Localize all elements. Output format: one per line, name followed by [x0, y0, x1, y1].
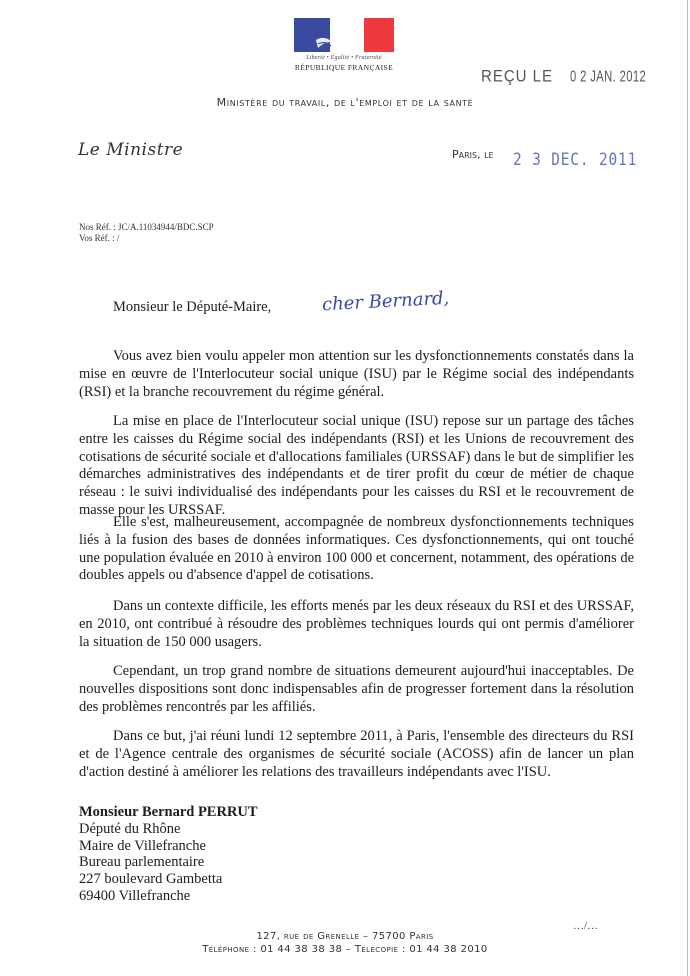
body-paragraph: La mise en place de l'Interlocuteur social unique (ISU) repose sur un partage des tâches entre les caisses du Régime social des indépendants (RSI) et les Unions de recouvrement des cotisations de sécurité sociale et d'allocations familiales (URSSAF) dans le but de simplifier les démarches administratives des indépendants et de tirer profit du cœur de métier de chaque réseau : le suivi individualisé des indépendants pour les caisses du RSI et le recouvrement de masse pour les URSSAF.	[79, 413, 634, 518]
scan-edge-line	[687, 0, 688, 976]
republic-name: RÉPUBLIQUE FRANÇAISE	[294, 63, 394, 72]
your-reference: Vos Réf. : /	[79, 233, 120, 243]
received-stamp-label: REÇU LE	[481, 67, 554, 86]
sender-title: Le Ministre	[78, 140, 184, 160]
received-stamp-date: 0 2 JAN. 2012	[570, 67, 647, 85]
recipient-line: 227 boulevard Gambetta	[79, 871, 223, 888]
ministry-name: Ministère du travail, de l'emploi et de la santé	[216, 96, 474, 109]
footer	[0, 930, 690, 956]
recipient-line: Bureau parlementaire	[79, 854, 205, 871]
our-reference: Nos Réf. : JC/A.11034944/BDC.SCP	[79, 222, 214, 232]
recipient-line: 69400 Villefranche	[79, 887, 191, 904]
footer-address: 127, rue de Grenelle – 75700 Paris	[256, 931, 434, 942]
recipient-line: Député du Rhône	[79, 820, 181, 837]
date-stamp: 2 3 DEC. 2011	[513, 150, 638, 170]
marianne-profile-icon	[312, 18, 364, 52]
republique-francaise-logo	[294, 18, 394, 72]
place-label: Paris, le	[452, 148, 494, 161]
marianne-flag-icon	[294, 18, 394, 52]
handwritten-annotation: cher Bernard,	[321, 287, 450, 316]
footer-contact: Téléphone : 01 44 38 38 38 – Télécopie : 01 44 38 2010	[202, 944, 488, 955]
received-stamp	[481, 67, 665, 86]
salutation: Monsieur le Député-Maire,	[113, 299, 272, 315]
body-paragraph: Dans ce but, j'ai réuni lundi 12 septembre 2011, à Paris, l'ensemble des directeurs du RSI et de l'Agence centrale des organismes de sécurité sociale (ACOSS) afin de lancer un plan d'action destiné à améliorer les relations des travailleurs indépendants avec l'ISU.	[79, 728, 634, 780]
body-paragraph: Cependant, un trop grand nombre de situations demeurent aujourd'hui inacceptables. De nouvelles dispositions sont donc indispensables afin de progresser fortement dans la résolution des problèmes rencontrés par les affiliés.	[79, 663, 634, 715]
recipient-address-block	[79, 804, 258, 905]
body-paragraph: Elle s'est, malheureusement, accompagnée de nombreux dysfonctionnements techniques liés à la fusion des bases de données informatiques. Ces dysfonctionnements, qui ont touché une population évaluée en 2010 à environ 100 000 et concernent, notamment, des opérations de doubles appels ou d'absence d'appel de cotisations.	[79, 514, 634, 584]
body-paragraph: Dans un contexte difficile, les efforts menés par les deux réseaux du RSI et des URSSAF, en 2010, ont contribué à résoudre des problèmes techniques lourds qui ont permis d'améliorer la situation de 150 000 usagers.	[79, 598, 634, 650]
body-paragraph: Vous avez bien voulu appeler mon attention sur les dysfonctionnements constatés dans la mise en œuvre de l'Interlocuteur social unique (ISU) par le Régime social des indépendants (RSI) et la branche recouvrement du régime général.	[79, 348, 634, 400]
republic-motto: Liberté • Égalité • Fraternité	[306, 55, 382, 61]
continued-marker: …/…	[573, 920, 599, 932]
recipient-name: Monsieur Bernard PERRUT	[79, 804, 258, 820]
recipient-line: Maire de Villefranche	[79, 837, 206, 854]
